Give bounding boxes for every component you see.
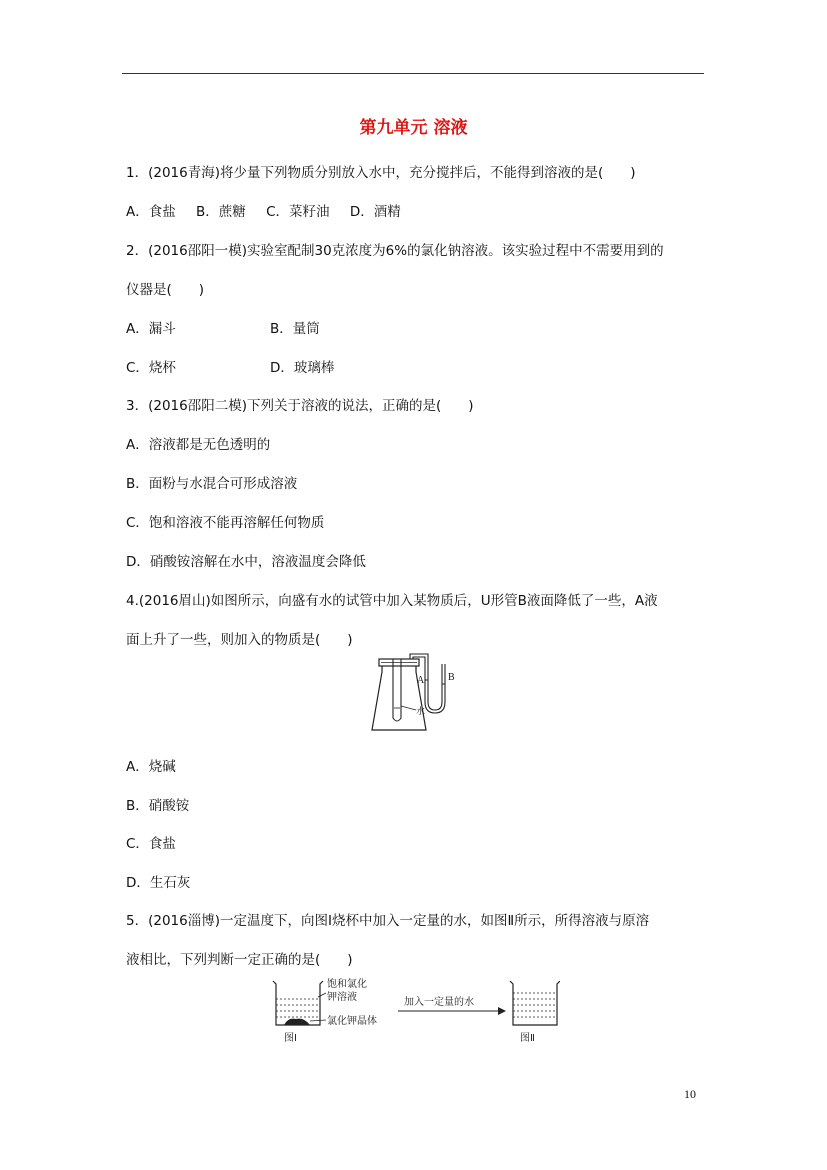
fig-label-b: B	[448, 672, 455, 683]
q1-option-a: A．食盐	[126, 204, 176, 220]
beaker-diagram	[270, 975, 560, 1047]
q1-option-c: C．菜籽油	[266, 204, 330, 220]
q3-option-a: A．溶液都是无色透明的	[126, 437, 271, 453]
q2-option-b: B．量筒	[270, 321, 320, 337]
question-3-stem: 3．(2016邵阳二模)下列关于溶液的说法，正确的是( )	[126, 398, 474, 414]
question-2-stem-line2: 仪器是( )	[126, 282, 205, 298]
fig-caption-2: 图Ⅱ	[520, 1033, 535, 1044]
q3-option-b: B．面粉与水混合可形成溶液	[126, 476, 298, 492]
question-4-stem-line1: 4.(2016眉山)如图所示，向盛有水的试管中加入某物质后，U形管B液面降低了一些，A液	[126, 593, 658, 609]
q4-option-b: B．硝酸铵	[126, 798, 190, 814]
page-number: 10	[684, 1087, 696, 1101]
test-tube	[393, 659, 401, 721]
q3-option-c: C．饱和溶液不能再溶解任何物质	[126, 515, 325, 531]
beaker-2	[510, 981, 560, 1025]
question-5-stem-line2: 液相比，下列判断一定正确的是( )	[126, 952, 353, 968]
q2-option-d: D．玻璃棒	[270, 360, 335, 376]
fig-label-water: 水	[416, 707, 426, 717]
label-crystal: 氯化钾晶体	[327, 1016, 377, 1027]
label-saturated-2: 钾溶液	[327, 992, 357, 1003]
question-1-stem: 1．(2016青海)将少量下列物质分别放入水中，充分搅拌后，不能得到溶液的是( )	[126, 165, 636, 181]
fig-caption-1: 图Ⅰ	[284, 1033, 297, 1044]
label-saturated-1: 饱和氯化	[327, 979, 367, 990]
arrow-head	[498, 1007, 506, 1015]
q3-option-d: D．硝酸铵溶解在水中，溶液温度会降低	[126, 554, 366, 570]
header-rule	[122, 73, 704, 74]
q1-option-b: B．蔗糖	[196, 204, 246, 220]
question-2-stem-line1: 2．(2016邵阳一模)实验室配制30克浓度为6%的氯化钠溶液。该实验过程中不需要用到的	[126, 243, 664, 259]
q4-option-a: A．烧碱	[126, 759, 176, 775]
q2-option-c: C．烧杯	[126, 360, 176, 376]
arrow-label: 加入一定量的水	[404, 997, 474, 1008]
q2-option-a: A．漏斗	[126, 321, 176, 337]
crystals	[284, 1019, 310, 1025]
q4-option-d: D．生石灰	[126, 875, 191, 891]
beaker-1	[273, 981, 323, 1025]
q4-option-c: C．食盐	[126, 836, 176, 852]
flask-u-tube-diagram	[368, 650, 468, 734]
question-5-stem-line1: 5．(2016淄博)一定温度下，向图Ⅰ烧杯中加入一定量的水，如图Ⅱ所示，所得溶液与原溶	[126, 913, 650, 929]
fig-label-a: A	[417, 675, 425, 686]
page-title: 第九单元 溶液	[359, 118, 468, 138]
question-4-stem-line2: 面上升了一些，则加入的物质是( )	[126, 632, 353, 648]
question-1-options	[126, 203, 401, 221]
q1-option-d: D．酒精	[349, 204, 401, 220]
